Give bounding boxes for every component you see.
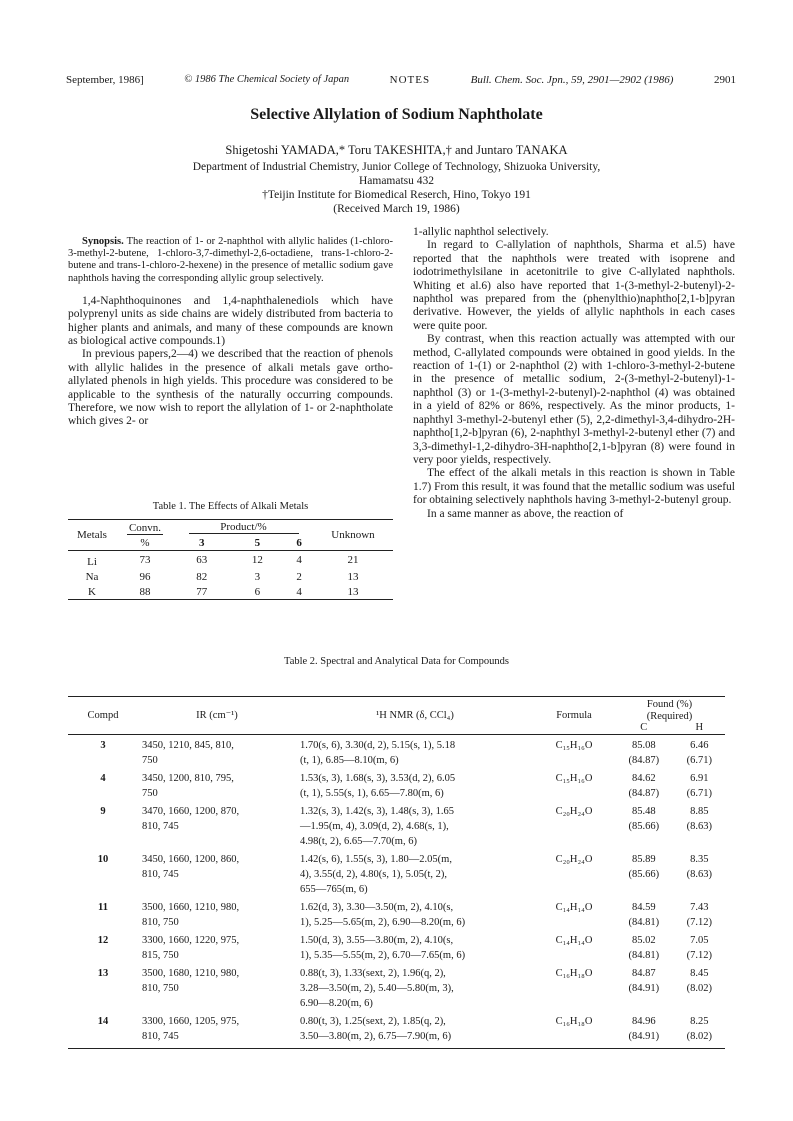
nmr-cell: 1.32(s, 3), 1.42(s, 3), 1.48(s, 3), 1.65 —1.95(m, 4), 3.09(d, 2), 4.68(s, 1), 4.98(t, 2), 6.65—7.70(m, 6) [300,806,454,847]
ir-cell: 3500, 1660, 1210, 980, 810, 750 [142,902,240,928]
t1-cell: Li [87,555,97,568]
compound-number: 13 [97,968,109,979]
synopsis [68,236,393,285]
paragraph: In a same manner as above, the reaction of [427,507,624,520]
table-row [68,849,725,897]
t1-cell: 2 [296,570,302,583]
t1-cell: 88 [139,585,151,598]
table2-caption: Table 2. Spectral and Analytical Data for Compounds [284,656,509,667]
right-column [413,226,735,521]
table2 [68,696,725,1049]
hydrogen-cell: 8.35 (8.63) [686,854,712,880]
table-row [68,735,725,769]
carbon-cell: 85.08 (84.87) [628,740,660,766]
received-date: (Received March 19, 1986) [333,203,460,215]
left-column [68,236,393,429]
paragraph: In regard to C-allylation of naphthols, Sharma et al.5) have reported that the naphthols were treated with isoprene and iodotrimethylsilane in acetonitrile to give C-allylated naphthols. Whiting et al.6) also have reported that 1-(3-methyl-2-butenyl)-2-naphthol was prepared from the (phenylthio)naphtho[2,1-b]pyran derivative. However, the yields of allylic naphthols in each cases were quite poor. [413,239,735,332]
t1-cell: Na [85,570,99,583]
ir-cell: 3500, 1680, 1210, 980, 810, 750 [142,968,240,994]
carbon-cell: 85.89 (85.66) [628,854,660,880]
table-row [68,897,725,930]
synopsis-label: Synopsis. [82,236,124,247]
table1-caption: Table 1. The Effects of Alkali Metals [152,501,309,512]
carbon-cell: 84.59 (84.81) [628,902,660,928]
t2-header-h: H [695,722,704,733]
carbon-cell: 84.62 (84.87) [628,773,660,799]
formula-cell: C₂₀H₂₄O [555,806,593,817]
nmr-cell: 0.88(t, 3), 1.33(sext, 2), 1.96(q, 2), 3.28—3.50(m, 2), 5.40—5.80(m, 3), 6.90—8.20(m, 6) [300,968,454,1009]
header-copyright: © 1986 The Chemical Society of Japan [184,74,350,85]
t1-cell: 21 [347,554,359,566]
ir-cell: 3450, 1660, 1200, 860, 810, 745 [142,854,240,880]
t2-header-ir: IR (cm⁻¹) [196,710,238,721]
carbon-cell: 84.87 (84.91) [628,968,660,994]
compound-number: 14 [97,1016,109,1027]
compound-number: 12 [97,935,109,946]
header-journal: Bull. Chem. Soc. Jpn., 59, 2901—2902 (1986) [470,74,674,86]
table-row [68,1011,725,1049]
nmr-cell: 1.62(d, 3), 3.30—3.50(m, 2), 4.10(s, 1), 5.25—5.65(m, 2), 6.90—8.20(m, 6) [300,902,466,928]
paragraph: 1,4-Naphthoquinones and 1,4-naphthalenediols which have polyprenyl units as side chains are widely distributed from bacteria to higher plants and animals, and many of these compounds are known as biological active compounds.1) [68,294,393,348]
carbon-cell: 85.48 (85.66) [628,806,660,832]
t1-cell: 63 [196,554,208,566]
compound-number: 9 [100,806,106,817]
table-row [68,930,725,963]
nmr-cell: 1.50(d, 3), 3.55—3.80(m, 2), 4.10(s, 1), 5.35—5.55(m, 2), 6.70—7.65(m, 6) [300,935,466,961]
hydrogen-cell: 6.91 (6.71) [686,773,712,799]
formula-cell: C₁₄H₁₄O [555,935,593,946]
t1-header-unknown: Unknown [331,529,375,541]
table-row [68,569,393,584]
table-row [68,768,725,801]
t1-cell: 3 [254,570,261,583]
table1 [68,519,393,600]
paragraph: By contrast, when this reaction actually was attempted with our method, C-allylated compounds were obtained in good yields. In the reaction of 1-(1) or 2-naphthol (2) with 1-chloro-3-methyl-2-butene in the presence of metallic sodium, 2-(3-methyl-2-butenyl)-1-naphthol (3) or 1-(3-methyl-2-butenyl)-2-naphthol (4) was obtained in a yield of 82% or 86%, respectively. As the minor products, 1-naphthyl 3-methyl-2-butenyl ether (5), 2,2-dimethyl-3,4-dihydro-2H-naphtho[1,2-b]pyran (6), 2-naphthyl 3-methyl-2-butenyl ether (7) and 3,3-dimethyl-1,2-dihydro-3H-naphtho[2,1-b]pyran (8) were found in very poor yields, respectively. [413,333,735,466]
compound-number: 4 [100,773,106,784]
carbon-cell: 85.02 (84.81) [628,935,660,961]
hydrogen-cell: 8.85 (8.63) [686,806,712,832]
t1-cell: 6 [254,585,261,598]
hydrogen-cell: 8.45 (8.02) [686,968,712,994]
t1-cell: 77 [196,585,208,598]
formula-cell: C₂₀H₂₄O [555,854,593,865]
t1-header-col3: 3 [199,536,205,549]
formula-cell: C₁₆H₁₈O [555,968,593,979]
t1-header-col6: 6 [296,536,302,549]
t1-cell: 13 [347,570,359,583]
nmr-cell: 1.70(s, 6), 3.30(d, 2), 5.15(s, 1), 5.18 (t, 1), 6.85—8.10(m, 6) [300,740,456,766]
paragraph: In previous papers,2—4) we described that the reaction of phenols with allylic halides in the presence of alkali metals gave ortho-allylated phenols in high yields. This procedure was considered to be applicable to the synthesis of the naturally occurring compounds. Therefore, we now wish to report the allylation of 1- or 2-naphtholate which gives 2- or [68,348,393,428]
table-row [68,801,725,849]
ir-cell: 3300, 1660, 1205, 975, 810, 745 [142,1016,240,1042]
t1-header-product: Product/% [174,520,313,536]
affiliation-2: Hamamatsu 432 [358,175,435,187]
t2-header-c: C [640,722,648,733]
t2-header-nmr: ¹H NMR (δ, CCl₄) [376,710,454,721]
carbon-cell: 84.96 (84.91) [628,1016,660,1042]
t1-header-convn: Convn. [128,521,162,534]
formula-cell: C₁₄H₁₄O [555,902,593,913]
synopsis-text: The reaction of 1- or 2-naphthol with allylic halides (1-chloro-3-methyl-2-butene, 1-chloro-3,7-dimethyl-2,6-octadiene, trans-1-chloro-2-butene and trans-1-chloro-2-hexene) in the presence of metallic sodium gave naphthols having the corresponding allylic group selectively. [68,236,393,284]
table-row [68,551,393,570]
t1-cell: 4 [296,554,302,566]
ir-cell: 3450, 1200, 810, 795, 750 [142,773,234,799]
ir-cell: 3450, 1210, 845, 810, 750 [142,740,234,766]
t1-header-metals: Metals [77,529,107,541]
nmr-cell: 1.42(s, 6), 1.55(s, 3), 1.80—2.05(m, 4), 3.55(d, 2), 4.80(s, 1), 5.05(t, 2), 655—765(m, 6) [300,854,452,895]
t1-cell: 96 [139,570,151,583]
t1-cell: K [88,585,96,598]
affiliation-1: Department of Industrial Chemistry, Junior College of Technology, Shizuoka University, [192,161,601,173]
ir-cell: 3300, 1660, 1220, 975, 815, 750 [142,935,240,961]
hydrogen-cell: 8.25 (8.02) [686,1016,712,1042]
article-authors: Shigetoshi YAMADA,* Toru TAKESHITA,† and Juntaro TANAKA [225,143,568,157]
t2-header-found: Found (%) [646,699,693,710]
paragraph: 1-allylic naphthol selectively. [413,226,549,238]
t1-cell: 82 [196,570,208,583]
t2-header-compd: Compd [87,710,119,721]
t1-cell: 12 [251,554,263,566]
hydrogen-cell: 7.05 (7.12) [686,935,712,961]
compound-number: 11 [98,902,108,913]
t1-cell: 4 [296,585,302,598]
t1-header-pct: % [140,536,150,549]
t1-cell: 73 [139,554,151,566]
compound-number: 3 [100,740,106,751]
hydrogen-cell: 6.46 (6.71) [686,740,712,766]
header-page-number: 2901 [713,74,736,86]
running-header [66,74,736,86]
nmr-cell: 1.53(s, 3), 1.68(s, 3), 3.53(d, 2), 6.05 (t, 1), 5.55(s, 1), 6.65—7.80(m, 6) [300,773,456,799]
t2-header-required: (Required) [646,711,693,722]
formula-cell: C₁₅H₁₆O [555,740,593,751]
header-section: NOTES [389,74,431,86]
compound-number: 10 [97,854,109,865]
t1-cell: 13 [347,585,359,598]
t2-header-formula: Formula [556,710,592,721]
paragraph: The effect of the alkali metals in this reaction is shown in Table 1.7) From this result, it was found that the metallic sodium was useful for obtaining selectively naphthols having 3-methyl-2-butenyl group. [413,467,735,507]
nmr-cell: 0.80(t, 3), 1.25(sext, 2), 1.85(q, 2), 3.50—3.80(m, 2), 6.75—7.90(m, 6) [300,1016,452,1042]
hydrogen-cell: 7.43 (7.12) [686,902,712,928]
table-row [68,963,725,1011]
formula-cell: C₁₆H₁₈O [555,1016,593,1027]
article-title: Selective Allylation of Sodium Naphtholate [250,106,543,123]
ir-cell: 3470, 1660, 1200, 870, 810, 745 [142,806,240,832]
table-row [68,584,393,600]
affiliation-3: †Teijin Institute for Biomedical Reserch, Hino, Tokyo 191 [262,189,531,201]
header-date: September, 1986] [66,74,144,86]
formula-cell: C₁₅H₁₆O [555,773,593,784]
t1-header-col5: 5 [254,536,261,549]
